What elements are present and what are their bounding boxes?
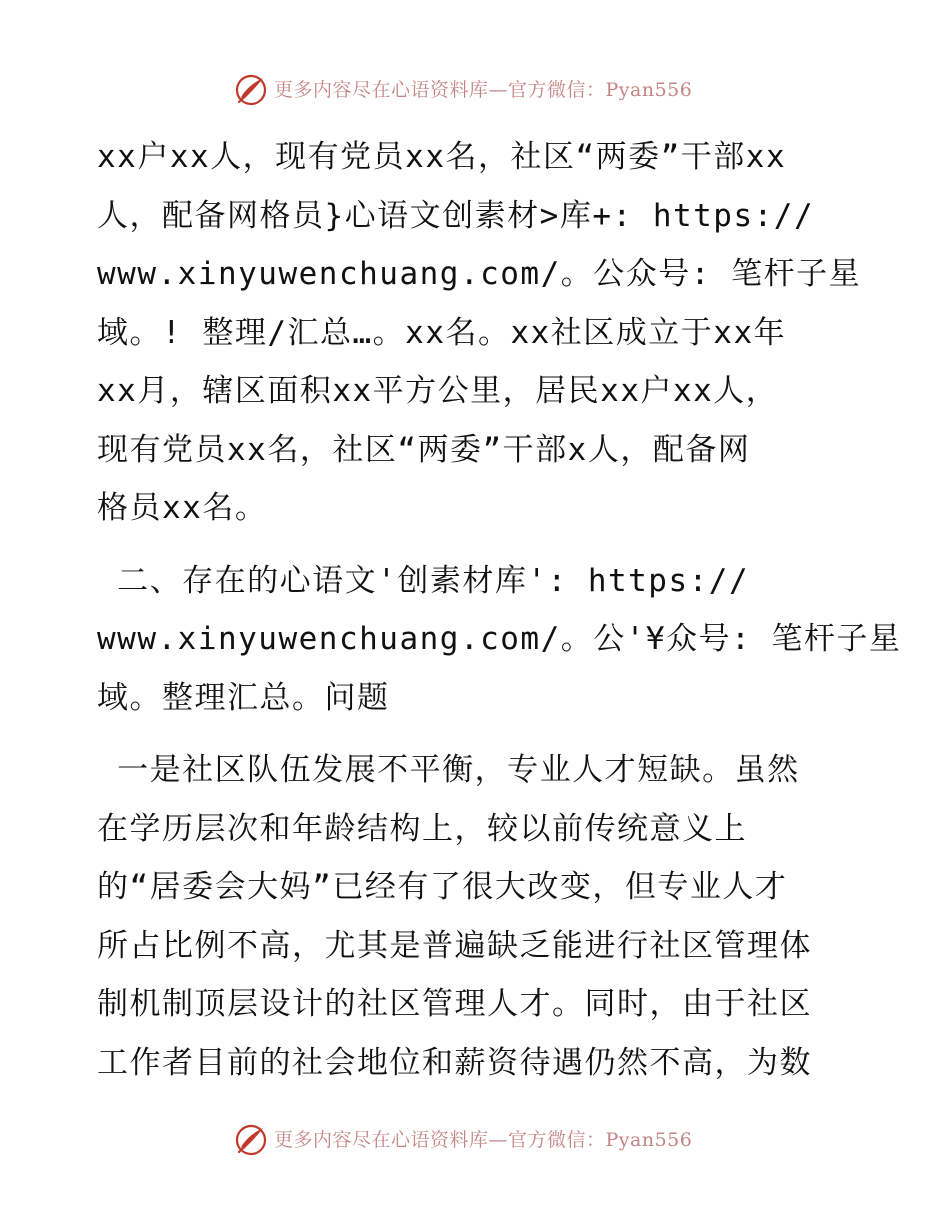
- text-line: 工作者目前的社会地位和薪资待遇仍然不高，为数: [97, 1044, 812, 1081]
- text-line: www.xinyuwenchuang.com/。公'¥众号: 笔杆子星: [97, 621, 902, 657]
- quill-seal-icon: [234, 73, 268, 107]
- quill-seal-icon: [234, 1123, 268, 1157]
- text-line: 的“居委会大妈”已经有了很大改变，但专业人才: [97, 869, 788, 905]
- text-line: 域。整理汇总。问题: [97, 679, 390, 716]
- text-line: 二、存在的心语文'创素材库': https://: [97, 562, 750, 599]
- text-line: xx月，辖区面积xx平方公里，居民xx户xx人，: [97, 373, 779, 409]
- document-body: [97, 128, 902, 1092]
- header-banner: [234, 70, 692, 110]
- paragraph-problem-one: [97, 741, 867, 1092]
- text-line: 格员xx名。: [97, 490, 268, 526]
- text-line: 在学历层次和年龄结构上，较以前传统意义上: [97, 810, 747, 847]
- text-line: 所占比例不高，尤其是普遍缺乏能进行社区管理体: [97, 927, 812, 964]
- text-line: 域。! 整理/汇总…。xx名。xx社区成立于xx年: [97, 314, 787, 351]
- text-line: 一是社区队伍发展不平衡，专业人才短缺。虽然: [97, 752, 800, 788]
- text-line: 现有党员xx名，社区“两委”干部x人，配备网: [97, 431, 751, 468]
- header-banner-text: 更多内容尽在心语资料库—官方微信：Pyan556: [274, 78, 693, 101]
- paragraph-section-heading: [97, 552, 902, 728]
- text-line: www.xinyuwenchuang.com/。公众号: 笔杆子星: [97, 256, 862, 292]
- paragraph-community-overview: [97, 128, 867, 538]
- footer-banner-text: 更多内容尽在心语资料库—官方微信：Pyan556: [274, 1128, 693, 1151]
- text-line: xx户xx人，现有党员xx名，社区“两委”干部xx: [97, 139, 787, 175]
- paragraph-spacer: [97, 727, 867, 741]
- text-line: 人，配备网格员}心语文创素材>库+: https://: [97, 197, 815, 234]
- footer-banner: [234, 1120, 692, 1160]
- text-line: 制机制顶层设计的社区管理人才。同时，由于社区: [97, 986, 812, 1022]
- paragraph-spacer: [97, 538, 867, 552]
